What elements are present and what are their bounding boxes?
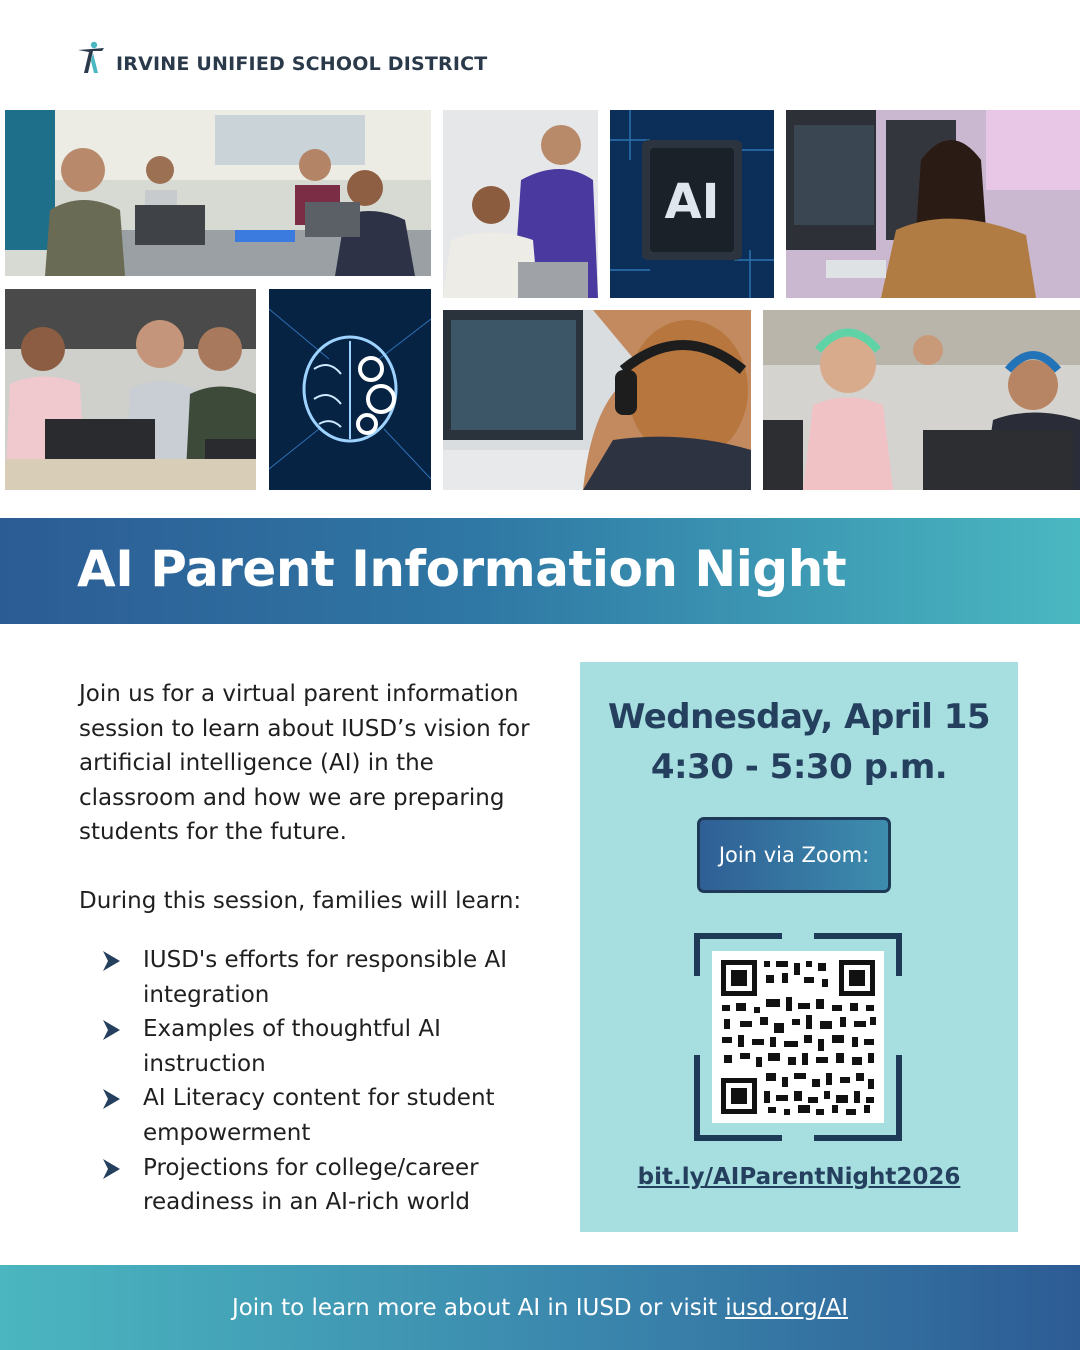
chevron-right-icon: [100, 1158, 122, 1180]
footer-text: Join to learn more about AI in IUSD or visit: [231, 1294, 718, 1321]
qr-code-icon: [694, 933, 902, 1141]
event-link[interactable]: bit.ly/AIParentNight2026: [637, 1164, 961, 1190]
chevron-right-icon: [100, 1088, 122, 1110]
list-item: IUSD's efforts for responsible AI integration: [100, 943, 530, 1012]
learn-lead: During this session, families will learn:: [79, 888, 522, 914]
intro-paragraph: Join us for a virtual parent information session to learn about IUSD’s vision for artificial intelligence (AI) in the classroom and how we are preparing students for the future.: [79, 681, 530, 845]
learning-list: [100, 943, 530, 1220]
footer-band: [0, 1265, 1080, 1350]
photo-student-headphones: [443, 310, 751, 490]
footer-link[interactable]: iusd.org/AI: [725, 1294, 849, 1321]
list-item: Projections for college/career readiness in an AI-rich world: [100, 1151, 530, 1220]
title-band: [0, 518, 1080, 624]
event-time: 4:30 - 5:30 p.m.: [650, 747, 948, 787]
event-date: Wednesday, April 15: [607, 697, 991, 737]
district-name: IRVINE UNIFIED SCHOOL DISTRICT: [116, 53, 488, 75]
event-datetime: [580, 692, 1018, 792]
list-item: Examples of thoughtful AI instruction: [100, 1012, 530, 1081]
photo-young-students-headphones: [763, 310, 1080, 490]
page-title: AI Parent Information Night: [77, 540, 847, 598]
district-logo: [76, 40, 487, 76]
photo-three-students-laptop: [5, 289, 256, 490]
photo-classroom-students: [5, 110, 431, 276]
photo-student-purple-laptop: [443, 110, 598, 298]
qr-code[interactable]: [694, 933, 902, 1141]
chevron-right-icon: [100, 1019, 122, 1041]
list-item: AI Literacy content for student empowerment: [100, 1081, 530, 1150]
join-zoom-button[interactable]: Join via Zoom:: [697, 817, 891, 893]
figure-logo-icon: [76, 41, 108, 75]
chevron-right-icon: [100, 950, 122, 972]
photo-brain-gears: [269, 289, 431, 490]
photo-ai-chip: [610, 110, 774, 298]
event-info-box: [580, 662, 1018, 1232]
chip-ai-label: AI: [664, 174, 720, 230]
photo-student-monitors: [786, 110, 1080, 298]
